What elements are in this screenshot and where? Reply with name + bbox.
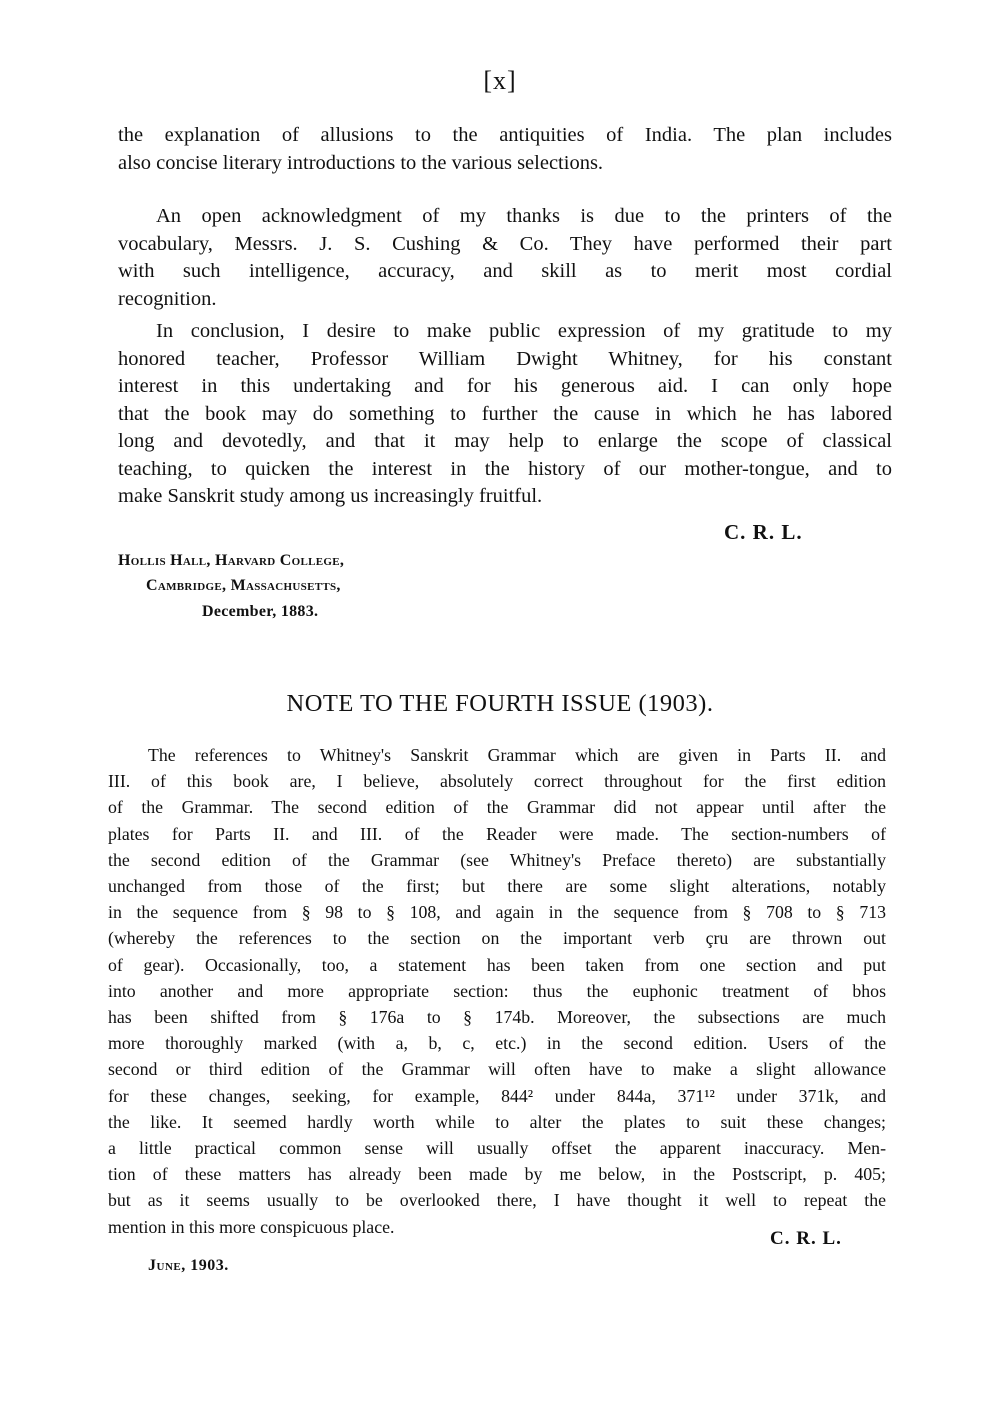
text-line: mention in this more conspicuous place. [108,1216,395,1237]
text-line: III. of this book are, I believe, absolutely correct throughout for the first edition [108,771,886,792]
text-line: unchanged from those of the first; but there are some slight alterations, notably [108,876,886,897]
note-heading: NOTE TO THE FOURTH ISSUE (1903). [286,690,714,717]
text-line: the like. It seemed hardly worth while to alter the plates to suit these changes; [108,1111,886,1132]
text-line: interest in this undertaking and for his generous aid. I can only hope [118,375,892,397]
text-line: plates for Parts II. and III. of the Reader were made. The section-numbers of [108,823,886,844]
address-line-1: Hollis Hall, Harvard College, [118,552,345,569]
text-line: the second edition of the Grammar (see Whitney's Preface thereto) are substantially [108,849,886,870]
text-line: with such intelligence, accuracy, and skill as to merit most cordial [118,260,892,282]
text-line: the explanation of allusions to the antiquities of India. The plan includes [118,124,892,146]
preface-paragraph-3 [118,318,892,511]
text-line: of gear). Occasionally, too, a statement has been taken from one section and put [108,954,886,975]
text-line: of the Grammar. The second edition of the Grammar did not appear until after the [108,797,886,818]
preface-paragraph-2 [118,203,892,313]
page-number: [x] [483,66,517,95]
text-line: make Sanskrit study among us increasingly fruitful. [118,485,543,507]
text-line: into another and more appropriate section: thus the euphonic treatment of bhos [108,980,886,1001]
preface-signature: C. R. L. [724,520,803,544]
text-line: The references to Whitney's Sanskrit Grammar which are given in Parts II. and [148,745,886,765]
text-line: for these changes, seeking, for example, 844² under 844a, 371¹² under 371k, and [108,1085,886,1106]
note-signature: C. R. L. [770,1228,842,1249]
text-line: In conclusion, I desire to make public expression of my gratitude to my [156,320,892,342]
note-paragraph [108,742,886,1240]
preface-paragraph-1 [118,122,892,177]
text-line: recognition. [118,287,217,310]
text-line: more thoroughly marked (with a, b, c, etc.) in the second edition. Users of the [108,1033,886,1054]
text-line: that the book may do something to further the cause in which he has labored [118,402,892,425]
text-line: honored teacher, Professor William Dwight Whitney, for his constant [118,347,892,370]
text-line: long and devotedly, and that it may help to enlarge the scope of classical [118,430,892,452]
text-line: a little practical common sense will usually offset the apparent inaccuracy. Men- [108,1138,886,1159]
text-line: teaching, to quicken the interest in the history of our mother-tongue, and to [118,457,892,480]
text-line: also concise literary introductions to the various selections. [118,151,604,174]
text-line: An open acknowledgment of my thanks is due to the printers of the [156,205,892,227]
text-line: in the sequence from § 98 to § 108, and again in the sequence from § 708 to § 713 [108,902,886,923]
text-line: but as it seems usually to be overlooked there, I have thought it well to repeat the [108,1190,886,1211]
text-line: (whereby the references to the section on the important verb çru are thrown out [108,928,886,949]
text-line: second or third edition of the Grammar will often have to make a slight allowance [108,1059,886,1080]
address-line-2: Cambridge, Massachusetts, [146,577,341,594]
text-line: tion of these matters has already been made by me below, in the Postscript, p. 405; [108,1164,886,1185]
note-date: June, 1903. [148,1257,229,1274]
text-line: vocabulary, Messrs. J. S. Cushing & Co. They have performed their part [118,232,892,255]
preface-date: December, 1883. [202,603,319,620]
text-line: has been shifted from § 176a to § 174b. Moreover, the subsections are much [108,1007,886,1028]
